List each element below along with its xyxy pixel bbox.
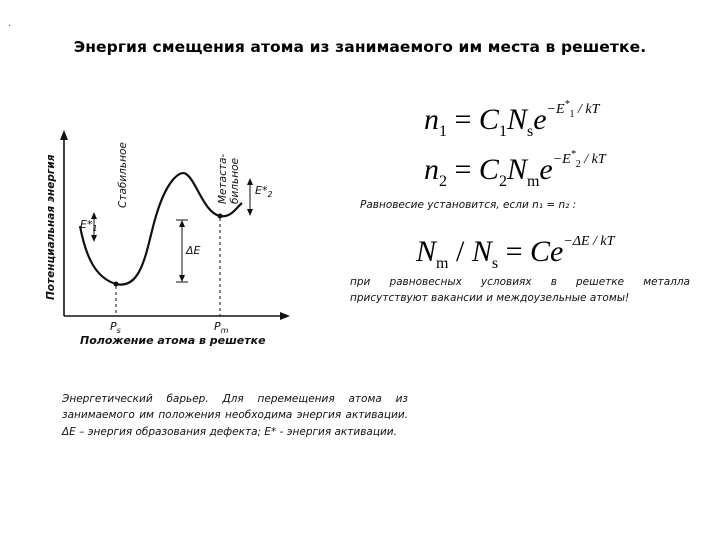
formula-ratio: $N_m / N_s = Ce^{-\Delta E / kT}$ bbox=[416, 234, 615, 272]
metastable-point bbox=[218, 214, 223, 219]
energy-graph bbox=[36, 128, 306, 360]
e2-label: $E*_2$ bbox=[255, 184, 273, 199]
ps-label: $P_s$ bbox=[110, 320, 121, 335]
y-axis-arrow bbox=[60, 130, 68, 140]
formula-n1: $n_1 = C_1N_se^{-E^*_1 / kT}$ bbox=[424, 99, 600, 140]
stable-label: Стабильное bbox=[117, 142, 129, 208]
y-axis-label: Потенциальная энергия bbox=[45, 154, 57, 300]
corner-mark: . bbox=[8, 18, 12, 29]
result-note: при равновесных условиях в решетке металла присутствуют вакансии и междоузельные атомы! bbox=[350, 276, 690, 304]
equilibrium-note: Равновесие установится, если n₁ = n₂ : bbox=[360, 199, 577, 211]
barrier-note: Энергетический барьер. Для перемещения атома из занимаемого им положения необходима энергия активации. ΔE – энергия образования дефекта; E* - энергия активации. bbox=[62, 393, 408, 438]
formula-n2: $n_2 = C_2N_me^{-E^*_2 / kT}$ bbox=[424, 149, 606, 190]
delta-e-label: ΔE bbox=[186, 244, 201, 257]
metastable-label-2: бильное bbox=[229, 158, 241, 204]
pm-label: $P_m$ bbox=[214, 320, 229, 335]
x-axis-arrow bbox=[280, 312, 290, 320]
metastable-label-1: Метаста- bbox=[217, 153, 229, 204]
stable-point bbox=[114, 282, 119, 287]
x-axis-label: Положение атома в решетке bbox=[80, 334, 266, 347]
slide-title: Энергия смещения атома из занимаемого им места в решетке. bbox=[73, 38, 647, 56]
e1-label: $E*_1$ bbox=[80, 218, 98, 233]
